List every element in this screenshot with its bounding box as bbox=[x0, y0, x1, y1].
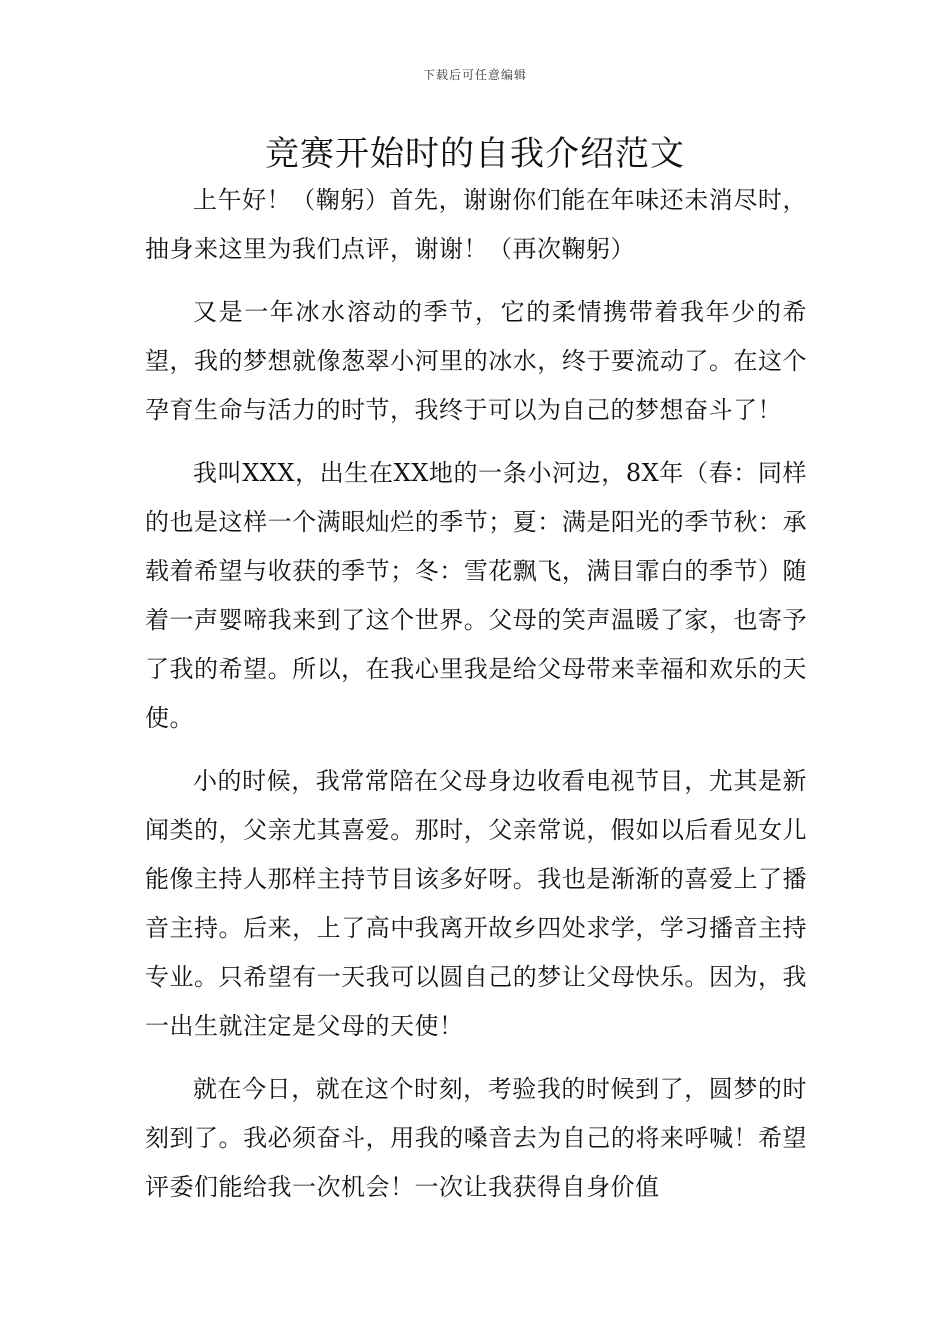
paragraph-4: 小的时候，我常常陪在父母身边收看电视节目，尤其是新闻类的，父亲尤其喜爱。那时，父亲常说，假如以后看见女儿能像主持人那样主持节目该多好呀。我也是渐渐的喜爱上了播音主持。后来，上了高中我离开故乡四处求学，学习播音主持专业。只希望有一天我可以圆自己的梦让父母快乐。因为，我一出生就注定是父母的天使！ bbox=[145, 767, 807, 1040]
paragraph-5: 就在今日，就在这个时刻，考验我的时候到了，圆梦的时刻到了。我必须奋斗，用我的嗓音去为自己的将来呼喊！希望评委们能给我一次机会！一次让我获得自身价值 bbox=[145, 1075, 807, 1201]
paragraph-1: 上午好！（鞠躬）首先，谢谢你们能在年味还未消尽时，抽身来这里为我们点评，谢谢！（再次鞠躬） bbox=[145, 186, 807, 263]
document-body bbox=[145, 176, 807, 1226]
paragraph-2: 又是一年冰水溶动的季节，它的柔情携带着我年少的希望，我的梦想就像葱翠小河里的冰水，终于要流动了。在这个孕育生命与活力的时节，我终于可以为自己的梦想奋斗了！ bbox=[145, 298, 807, 424]
document-title: 竞赛开始时的自我介绍范文 bbox=[265, 134, 685, 174]
paragraph-3: 我叫XXX，出生在XX地的一条小河边，8X年（春：同样的也是这样一个满眼灿烂的季节；夏：满是阳光的季节秋：承载着希望与收获的季节；冬：雪花飘飞，满目霏白的季节）随着一声婴啼我来到了这个世界。父母的笑声温暖了家，也寄予了我的希望。所以，在我心里我是给父母带来幸福和欢乐的天使。 bbox=[145, 459, 807, 732]
header-note: 下载后可任意编辑 bbox=[422, 68, 527, 82]
